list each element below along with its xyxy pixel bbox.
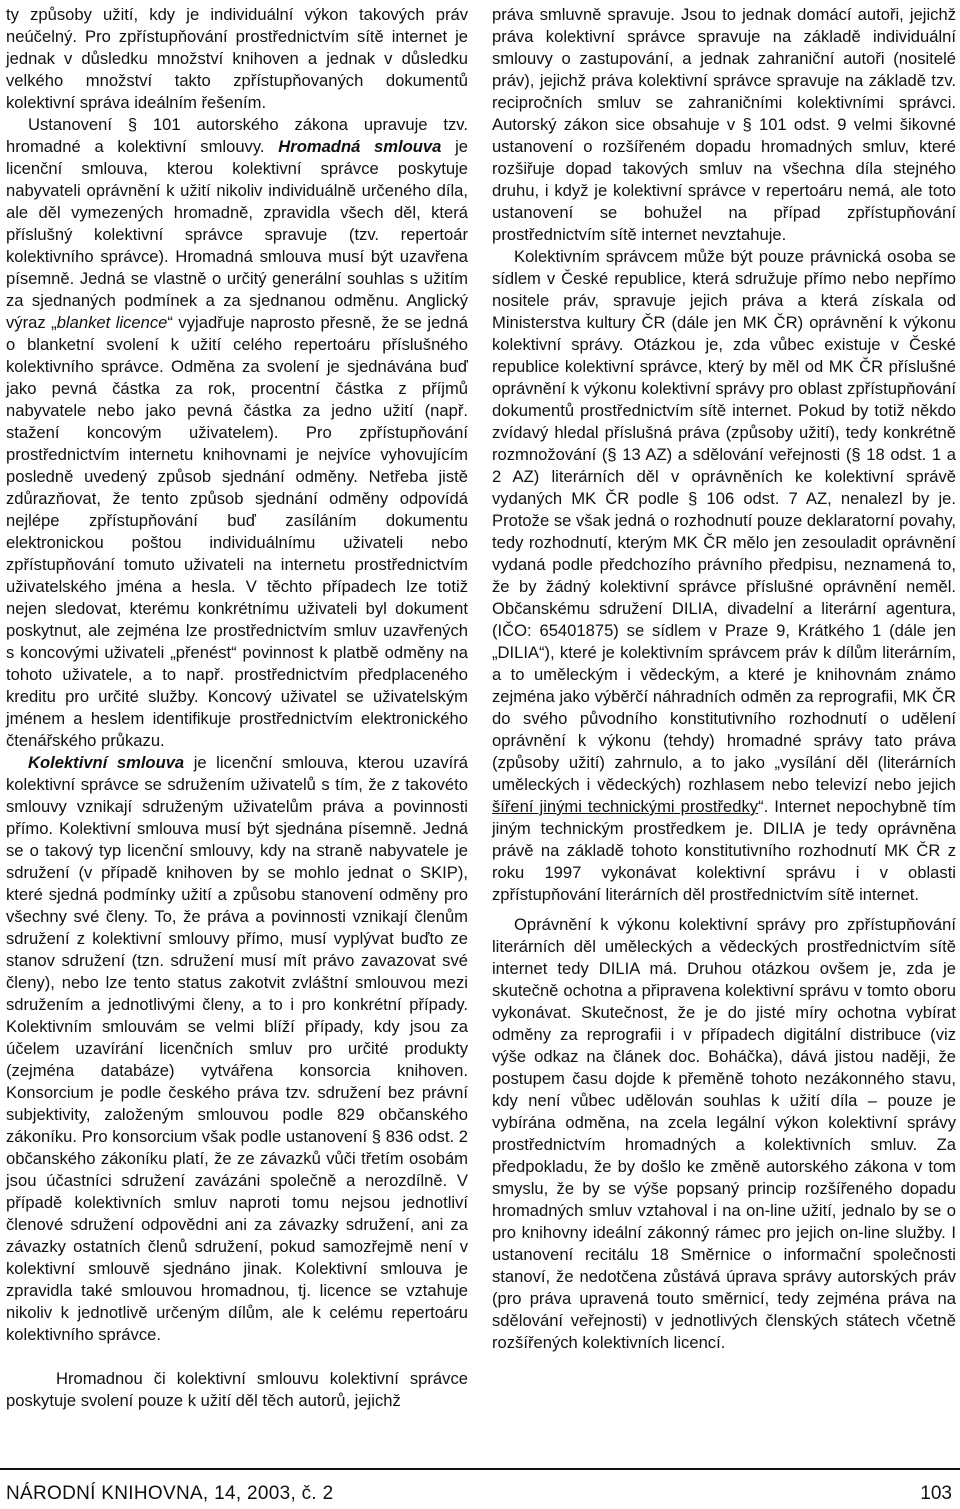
right-column [492,4,956,1354]
left-paragraph-3 [6,752,468,1346]
term-blanket-licence: blanket licence [56,313,168,332]
underlined-phrase: šíření jinými technickými prostředky [492,797,759,816]
left-p3-text: je licenční smlouva, kterou uzavírá kolektivní správce se sdružením uživatelů s tím, že z takovéto smlouvy vznikají sdruženým uživatelům práva a povinnosti přímo. Kolektivní smlouva musí být sjednána písemně. Jedná se o takový typ licenční smlouvy, kdy na straně nabyvatele je sdružení (v případě knihoven by se mohlo jednat o SKIP), které sjedná podmínky užití a způsobu stanovení odměny pro všechny své členy. To, že práva a povinnosti vznikají členům sdružení z kolektivní smlouvy přímo, musí vyplývat buďto ze stanov sdružení (tzn. sdružení musí mít právo zavazovat své členy), nebo lze tento status zakotvit zvláštní smlouvou mezi sdružením a jednotlivými členy, a to i pro konkrétní případy. Kolektivním smlouvám se velmi blíží případy, kdy jsou za účelem uzavírání licenčních smluv pro určité produkty (zejména databáze) vytvářena konsorcia knihoven. Konsorcium je podle českého práva tzv. sdružení bez právní subjektivity, založeným smlouvou podle 829 občanského zákoníku. Pro konsorcium však podle ustanovení § 836 odst. 2 občanského zákoníku platí, že ze závazků vůči třetím osobám jsou účastníci sdružení zavázáni společně a nerozdílně. V případě kolektivních smluv naproti tomu nejsou jednotliví členové sdružení odpovědni ani za závazky sdružení, ani za závazky ostatních členů sdružení, pokud samozřejmě není v kolektivní smlouvě sjednáno jinak. Kolektivní smlouva je zpravidla také smlouvou hromadnou, tj. licence se vztahuje nikoliv k jednotlivě určeným dílům, ale k celému repertoáru kolektivního správce. [6,753,468,1344]
footer-divider [0,1468,960,1470]
right-paragraph-3: Oprávnění k výkonu kolektivní správy pro zpřístupňování literárních děl uměleckých a vědeckých prostřednictvím sítě internet tedy DILIA má. Druhou otázkou ovšem je, zda je skutečně ochotna a připravena kolektivní správu v tomto oboru vykonávat. Skutečnost, že je do jisté míry ochotna vybírat odměny za reprografii i v případech digitální distribuce (viz výše odkaz na článek doc. Boháčka), dává jistou naději, že postupem času dojde k přeměně tohoto nezákonného stavu, kdy není vůbec udělován souhlas k užití díla – pouze je vybírána odměna, na zcela legální výkon kolektivní správy prostřednictvím hromadných a kolektivních smluv. Za předpokladu, že by došlo ke změně autorského zákona v tom smyslu, že by se výše popsaný princip rozšířeného dopadu hromadných smluv vztahoval i na on-line užití, jednalo by se o pro knihovny ideální zákonný rámec pro jejich on-line služby. I ustanovení recitálu 18 Směrnice o informační společnosti stanoví, že nedotčena zůstává úprava správy autorských práv (pro práva upravená touto směrnicí, tedy zejména práva na sdělování veřejnosti) v jednotlivých členských státech včetně rozšířených kolektivních licencí. [492,915,956,1352]
term-hromadna-smlouva: Hromadná smlouva [278,137,442,156]
right-paragraph-1: práva smluvně spravuje. Jsou to jednak domácí autoři, jejichž práva kolektivní správce spravuje na základě individuální smlouvy o zastupování, a jednak zahraniční autoři (nositelé práv), jejichž práva kolektivní správce spravuje na základě tzv. recipročních smluv se zahraničními kolektivními správci. Autorský zákon sice obsahuje v § 101 odst. 9 velmi šikovné ustanovení o rozšířeném dopadu hromadných smluv, které rozšiřuje dopad takových smluv na všechna díla stejného druhu, i když je kolektivní správce v repertoáru nemá, ale toto ustanovení se bohužel na případ zpřístupňování prostřednictvím sítě internet nevztahuje. [492,5,956,244]
footer-page-number: 103 [920,1483,952,1504]
term-kolektivni-smlouva: Kolektivní smlouva [28,753,185,772]
left-column [6,4,468,1412]
right-paragraph-2 [492,246,956,906]
footer-journal-title: NÁRODNÍ KNIHOVNA, 14, 2003, č. 2 [6,1483,334,1504]
left-p2-text-a: Ustanovení § 101 autorského zákona upravuje tzv. hromadné a kolektivní smlouvy. [6,115,468,156]
left-p2-text-c: “ vyjadřuje naprosto přesně, že se jedná o blanketní svolení k užití celého repertoáru příslušného kolektivního správce. Odměna za svolení je sjednávána buď jako pevná částka za rok, procentní částka z příjmů nabyvatele nebo jako pevná částka za jedno užití (např. stažení koncovým uživatelem). Pro zpřístupňování prostřednictvím internetu knihovnami je nejvíce vyhovujícím posledně uvedený způsob sjednání odměny. Netřeba jistě zdůrazňovat, že tento způsob sjednání odměny odpovídá nejlépe zpřístupňování buď zasíláním dokumentu elektronickou poštou individuálnímu uživateli nebo zpřístupňování tomuto uživateli na internetu prostřednictvím uživatelského jména a hesla. V těchto případech lze totiž nejen sledovat, kterému konkrétnímu uživateli byl dokument poskytnut, ale zejména lze prostřednictvím smluv uzavřených s koncovými uživateli „přenést“ povinnost k platbě odměny na tohoto uživatele, a to např. prostřednictvím předplaceného kreditu pro určité služby. Koncový uživatel se uživatelským jménem a heslem identifikuje prostřednictvím elektronického čtenářského průkazu. [6,313,469,750]
right-p2-text-b: “. Internet nepochybně tím jiným technickým prostředkem je. DILIA je tedy oprávněna právě na základě tohoto konstitutivního rozhodnutí MK ČR z roku 1997 vykonávat kolektivní správu i v oblasti zpřístupňování literárních děl prostřednictvím sítě internet. [492,797,956,904]
left-p2-text-b: je licenční smlouva, kterou kolektivní správce poskytuje nabyvateli oprávnění k užití nikoliv individuálně určeného díla, ale děl vymezených hromadně, zpravidla všech děl, která příslušný kolektivní správce spravuje (tzv. repertoár kolektivního správce). Hromadná smlouva musí být uzavřena písemně. Jedná se vlastně o určitý generální souhlas s užitím za sjednaných podmínek a za sjednanou odměnu. Anglický výraz „ [6,137,468,332]
left-paragraph-4: Hromadnou či kolektivní smlouvu kolektivní správce poskytuje svolení pouze k užití děl těch autorů, jejichž [6,1369,468,1410]
right-p2-text-a: Kolektivním správcem může být pouze právnická osoba se sídlem v České republice, která sdružuje přímo nebo nepřímo nositele práv, spravuje jejich práva a která získala od Ministerstva kultury ČR (dále jen MK ČR) oprávnění k výkonu kolektivní správy. Otázkou je, zda vůbec existuje v České republice kolektivní správce, který by měl od MK ČR příslušné oprávnění k výkonu kolektivní správy pro oblast zpřístupňování dokumentů prostřednictvím sítě internet. Pokud by totiž někdo zvídavý hledal příslušná práva (způsoby užití), tedy konkrétně rozmnožování (§ 13 AZ) a sdělování veřejnosti (§ 18 odst. 1 a 2 AZ) literárních děl v oprávněních ke kolektivní správě vydaných MK ČR podle § 106 odst. 7 AZ, nenalezl by je. Protože se však jedná o rozhodnutí pouze deklaratorní povahy, tedy rozhodnutí, kterým MK ČR mělo jen zesouladit oprávnění vydaná podle předchozího právního předpisu, neznamená to, že by žádný kolektivní správce příslušné oprávnění neměl. Občanskému sdružení DILIA, divadelní a literární agentura, (IČO: 65401875) se sídlem v Praze 9, Krátkého 1 (dále jen „DILIA“), které je kolektivním správcem práv k dílům literárním, a to uměleckým i vědeckým, a které je knihovnám známo zejména jako výběrčí náhradních odměn za reprografii, MK ČR do svého původního konstitutivního rozhodnutí o udělení oprávnění k výkonu (tehdy) hromadné správy tato práva (způsoby užití) zahrnulo, a to jako „vysílání děl (literárních uměleckých i vědeckých) rozhlasem nebo televizí nebo jejich [492,247,956,794]
left-paragraph-2 [6,114,468,752]
left-paragraph-1: ty způsoby užití, kdy je individuální výkon takových práv neúčelný. Pro zpřístupňování prostřednictvím sítě internet je jednak v důsledku množství knihoven a jednak v důsledku velkého množství takto zpřístupňovaných dokumentů kolektivní správa ideálním řešením. [6,5,468,112]
